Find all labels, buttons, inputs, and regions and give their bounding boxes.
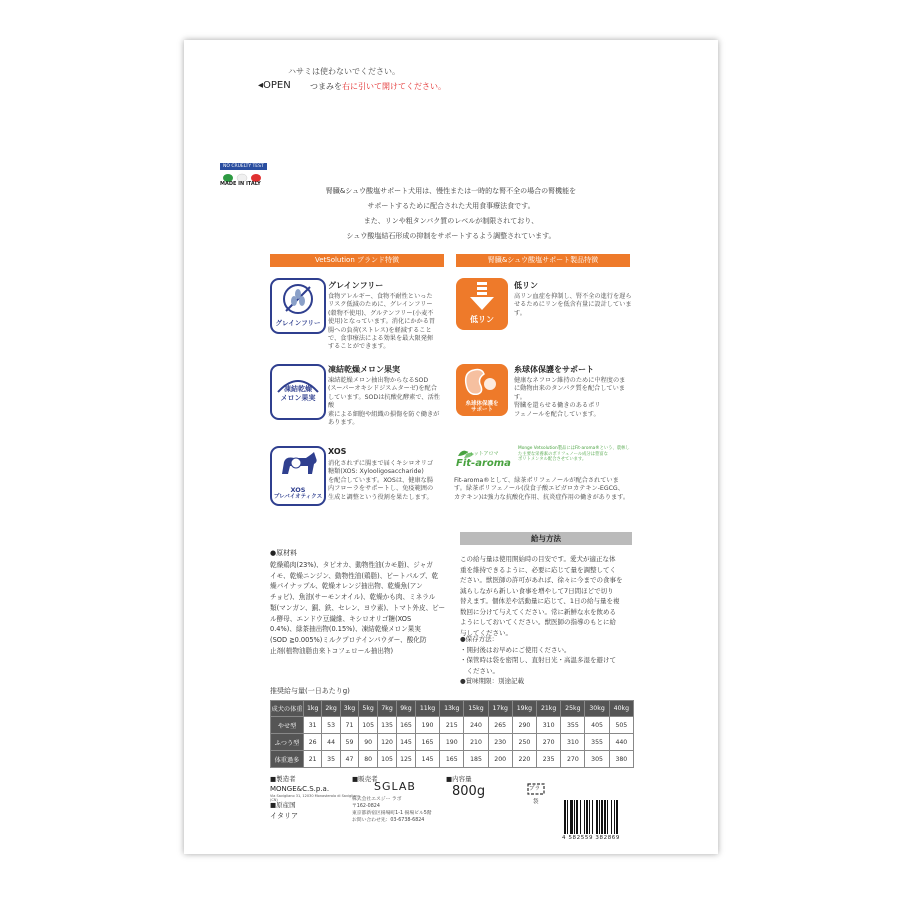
table-cell: 44 bbox=[322, 734, 340, 751]
table-weight-header: 15kg bbox=[464, 701, 488, 717]
table-weight-header: 1kg bbox=[304, 701, 322, 717]
table-cell: 165 bbox=[397, 717, 416, 734]
feature-text-fit-aroma: Fit-aroma®として、緑茶ポリフェノールが配合されていま す。緑茶ポリフェノール(没食子酸エピガロカテキン-EGCG、 カテキン)は強力な抗酸化作用、抗炎症作用の働きがあります。 bbox=[454, 477, 630, 501]
table-cell: 235 bbox=[537, 751, 561, 768]
storage-text: ●保存方法： ・開封後はお早めにご使用ください。 ・保管時は袋を密閉し、直射日光・高温多湿を避けて ください。 ●賞味期限：別途記載 bbox=[460, 635, 616, 685]
barcode bbox=[564, 800, 632, 834]
table-weight-header: 9kg bbox=[397, 701, 416, 717]
seller-title: ■販売者 bbox=[352, 775, 378, 783]
table-cell: 71 bbox=[340, 717, 358, 734]
intro-text: 腎臓&シュウ酸塩サポート犬用は、慢性または一時的な腎不全の場合の腎機能を サポートするために配合された犬用食事療法食です。 また、リンや粗タンパク質のレベルが制限されており、 シュウ酸塩結石形成の抑制をサポートするよう調整されています。 bbox=[325, 187, 577, 240]
table-cell: 105 bbox=[378, 751, 397, 768]
table-weight-header: 25kg bbox=[561, 701, 585, 717]
table-cell: 440 bbox=[609, 734, 633, 751]
no-cruelty-badge: NO CRUELTY TEST bbox=[220, 152, 267, 171]
fit-aroma-small-text: Monge Vetsolution製品にはFit-aroma®という、農林し た主要な栄養素のポリフェノール成分は豊富な ボリトメンタル配合させています。 bbox=[518, 446, 630, 463]
brand-features-header: VetSolution ブランド特徴 bbox=[270, 254, 444, 267]
table-cell: 31 bbox=[304, 717, 322, 734]
table-cell: 405 bbox=[585, 717, 609, 734]
table-weight-header: 13kg bbox=[440, 701, 464, 717]
open-label: ◂OPEN bbox=[258, 80, 291, 91]
feature-title-melon: 凍結乾燥メロン果実 bbox=[328, 365, 400, 374]
table-cell: 190 bbox=[415, 717, 439, 734]
table-cell: 105 bbox=[359, 717, 378, 734]
table-row bbox=[271, 717, 634, 734]
feeding-table-title: 推奨給与量(一日あたりg) bbox=[270, 687, 350, 695]
table-cell: 90 bbox=[359, 734, 378, 751]
table-cell: 47 bbox=[340, 751, 358, 768]
content-title: ■内容量 bbox=[446, 775, 472, 783]
maker-title: ■製造者 bbox=[270, 775, 296, 783]
table-cell: 26 bbox=[304, 734, 322, 751]
table-cell: 145 bbox=[415, 751, 439, 768]
svg-text:メロン果実: メロン果実 bbox=[280, 394, 316, 402]
table-cell: 270 bbox=[561, 751, 585, 768]
table-cell: 240 bbox=[464, 717, 488, 734]
table-cell: 505 bbox=[609, 717, 633, 734]
origin-value: イタリア bbox=[270, 812, 298, 820]
table-row bbox=[271, 751, 634, 768]
table-cell: 310 bbox=[561, 734, 585, 751]
table-cell: 185 bbox=[464, 751, 488, 768]
svg-text:凍結乾燥: 凍結乾燥 bbox=[284, 385, 312, 393]
low-phosphorus-icon: 低リン bbox=[456, 278, 508, 330]
fit-aroma-logo: フィットアロマ Fit-aroma bbox=[456, 451, 511, 469]
feature-title-glomerulus: 糸球体保護をサポート bbox=[514, 365, 594, 374]
italy-flag-icon bbox=[222, 168, 262, 178]
seller-info: 株式会社エスジー ラボ 〒162-0824 東京都新宿区揚場町1-1 揚場ビル5階 お問い合わせ先：03-6738-6824 bbox=[352, 797, 432, 823]
table-weight-header: 30kg bbox=[585, 701, 609, 717]
feature-title-xos: XOS bbox=[328, 447, 347, 456]
feeding-table bbox=[270, 700, 634, 768]
table-row-label: 体重過多 bbox=[271, 751, 304, 768]
table-cell: 165 bbox=[440, 751, 464, 768]
table-cell: 190 bbox=[440, 734, 464, 751]
origin-title: ■原産国 bbox=[270, 801, 296, 809]
table-cell: 355 bbox=[585, 734, 609, 751]
table-cell: 220 bbox=[512, 751, 536, 768]
feature-text-glomerulus: 健康なネフロン維持のために中程度のま に動物由来のタンパク質を配合しています。 腎臓を還らせる働きのあるポリ フェノールを配合しています。 bbox=[514, 377, 626, 418]
table-row-label: やせ型 bbox=[271, 717, 304, 734]
grain-free-icon: グレインフリー bbox=[270, 278, 326, 334]
table-cell: 135 bbox=[378, 717, 397, 734]
feature-text-low-phosphorus: 高リン血症を抑制し、腎不全の進行を遅ら せるためにリンを低含有量に設計しています。 bbox=[514, 293, 632, 317]
table-weight-header: 21kg bbox=[537, 701, 561, 717]
melon-icon bbox=[270, 364, 326, 420]
table-weight-header: 17kg bbox=[488, 701, 512, 717]
barcode-number: 4 582559 382869 bbox=[562, 835, 620, 841]
table-cell: 53 bbox=[322, 717, 340, 734]
open-instruction-line1: ハサミは使わないでください。 bbox=[288, 67, 400, 76]
table-cell: 265 bbox=[488, 717, 512, 734]
made-in-italy-label: MADE IN ITALY bbox=[220, 181, 261, 187]
kidney-icon: 糸球体保護を サポート bbox=[456, 364, 508, 416]
feature-text-grain-free: 食物アレルギー、食物不耐性といった リスク低減のために、グレインフリー (穀物不使用)、グルテンフリー(小麦不 使用)となっています。消化にかかる胃 腸への負荷(ストレス)を軽減すること で、食事療法による効果を最大限発揮 することができます。 bbox=[328, 293, 436, 351]
table-cell: 120 bbox=[378, 734, 397, 751]
table-weight-header: 2kg bbox=[322, 701, 340, 717]
recycle-mark-icon: プラ 袋 bbox=[524, 780, 548, 804]
table-cell: 270 bbox=[537, 734, 561, 751]
table-weight-header: 40kg bbox=[609, 701, 633, 717]
table-cell: 380 bbox=[609, 751, 633, 768]
maker-name: MONGE&C.S.p.a. bbox=[270, 785, 330, 793]
table-cell: 165 bbox=[415, 734, 439, 751]
table-cell: 59 bbox=[340, 734, 358, 751]
table-header-label: 成犬の体重 bbox=[271, 701, 304, 717]
table-cell: 125 bbox=[397, 751, 416, 768]
table-cell: 80 bbox=[359, 751, 378, 768]
table-weight-header: 11kg bbox=[415, 701, 439, 717]
table-cell: 215 bbox=[440, 717, 464, 734]
table-row-label: ふつう型 bbox=[271, 734, 304, 751]
table-cell: 305 bbox=[585, 751, 609, 768]
table-cell: 310 bbox=[537, 717, 561, 734]
content-weight: 800g bbox=[452, 784, 486, 799]
feeding-header: 給与方法 bbox=[460, 532, 632, 545]
ingredients-title: ●原材料 bbox=[270, 549, 298, 557]
table-row bbox=[271, 734, 634, 751]
table-cell: 21 bbox=[304, 751, 322, 768]
maker-address: Via Savigliano 31, 12030 Monasterolo di Savigliano (CN) bbox=[270, 794, 360, 802]
dog-xos-icon: XOS プレバイオティクス bbox=[270, 446, 326, 506]
table-cell: 210 bbox=[464, 734, 488, 751]
seller-logo: SGLAB bbox=[374, 780, 416, 793]
table-weight-header: 5kg bbox=[359, 701, 378, 717]
package-back bbox=[184, 40, 718, 854]
feature-text-xos: 消化されずに腸まで届くキシロオリゴ 糖類(XOS: Xylooligosaccharide) を配合しています。XOSは、健康な腸 内フローラをサポートし、免疫範囲の 生成と調整という役割を果たします。 bbox=[328, 460, 434, 501]
ingredients-text: 乾燥鶏肉(23%)、タピオカ、動物性油(カモ脂)、ジャガ イモ、乾燥ニンジン、動物性油(鶏脂)、ビートパルプ、乾 燥パイナップル、乾燥オレンジ抽出物、乾燥魚(アン チョビ)、魚油(サーモンオイル)、乾燥かも肉、ミネラル 類(マンガン、銅、鉄、セレン、ヨウ素)、トマト外皮、ビー ル酵母、エンドウ豆繊維、キシロオリゴ糖(XOS 0.4%)、緑茶抽出物(0.15%)、凍結乾燥メロン果実 (SOD ≧0.005%)ミルクプロテインパウダー、酸化防 止剤(植物油脂由来トコフェロール抽出物) bbox=[270, 561, 446, 655]
open-instruction-line2: つまみを右に引いて開けてください。 bbox=[310, 82, 446, 91]
table-cell: 145 bbox=[397, 734, 416, 751]
feature-title-low-phosphorus: 低リン bbox=[514, 281, 538, 290]
feeding-text: この給与量は使用開始時の目安です。愛犬が適正な体 重を維持できるように、必要に応じて量を調整してく ださい。獣医師の許可があれば、徐々に今までの食事を 減らしながら新しい食事を増やして7日間ほどで切り 替えます。個体差や活動量に応じて、1日の給与量を複 数回に分けて与えてください。常に新鮮な水を飲める ようにしておいてください。獣医師の指導のもとに給 与してください。 bbox=[460, 555, 623, 637]
table-weight-header: 7kg bbox=[378, 701, 397, 717]
feature-text-melon: 凍結乾燥メロン抽出物からなるSOD (スーパーオキシドジスムターゼ)を配合 しています。SODは抗酸化酵素で、活性酸 素による細胞や組織の損傷を防ぐ働きが あります。 bbox=[328, 377, 440, 427]
table-cell: 35 bbox=[322, 751, 340, 768]
table-cell: 290 bbox=[512, 717, 536, 734]
product-features-header: 腎臓&シュウ酸塩サポート製品特徴 bbox=[456, 254, 630, 267]
table-weight-header: 19kg bbox=[512, 701, 536, 717]
table-cell: 250 bbox=[512, 734, 536, 751]
table-cell: 355 bbox=[561, 717, 585, 734]
table-cell: 200 bbox=[488, 751, 512, 768]
table-weight-header: 3kg bbox=[340, 701, 358, 717]
table-cell: 230 bbox=[488, 734, 512, 751]
feature-title-grain-free: グレインフリー bbox=[328, 281, 384, 290]
